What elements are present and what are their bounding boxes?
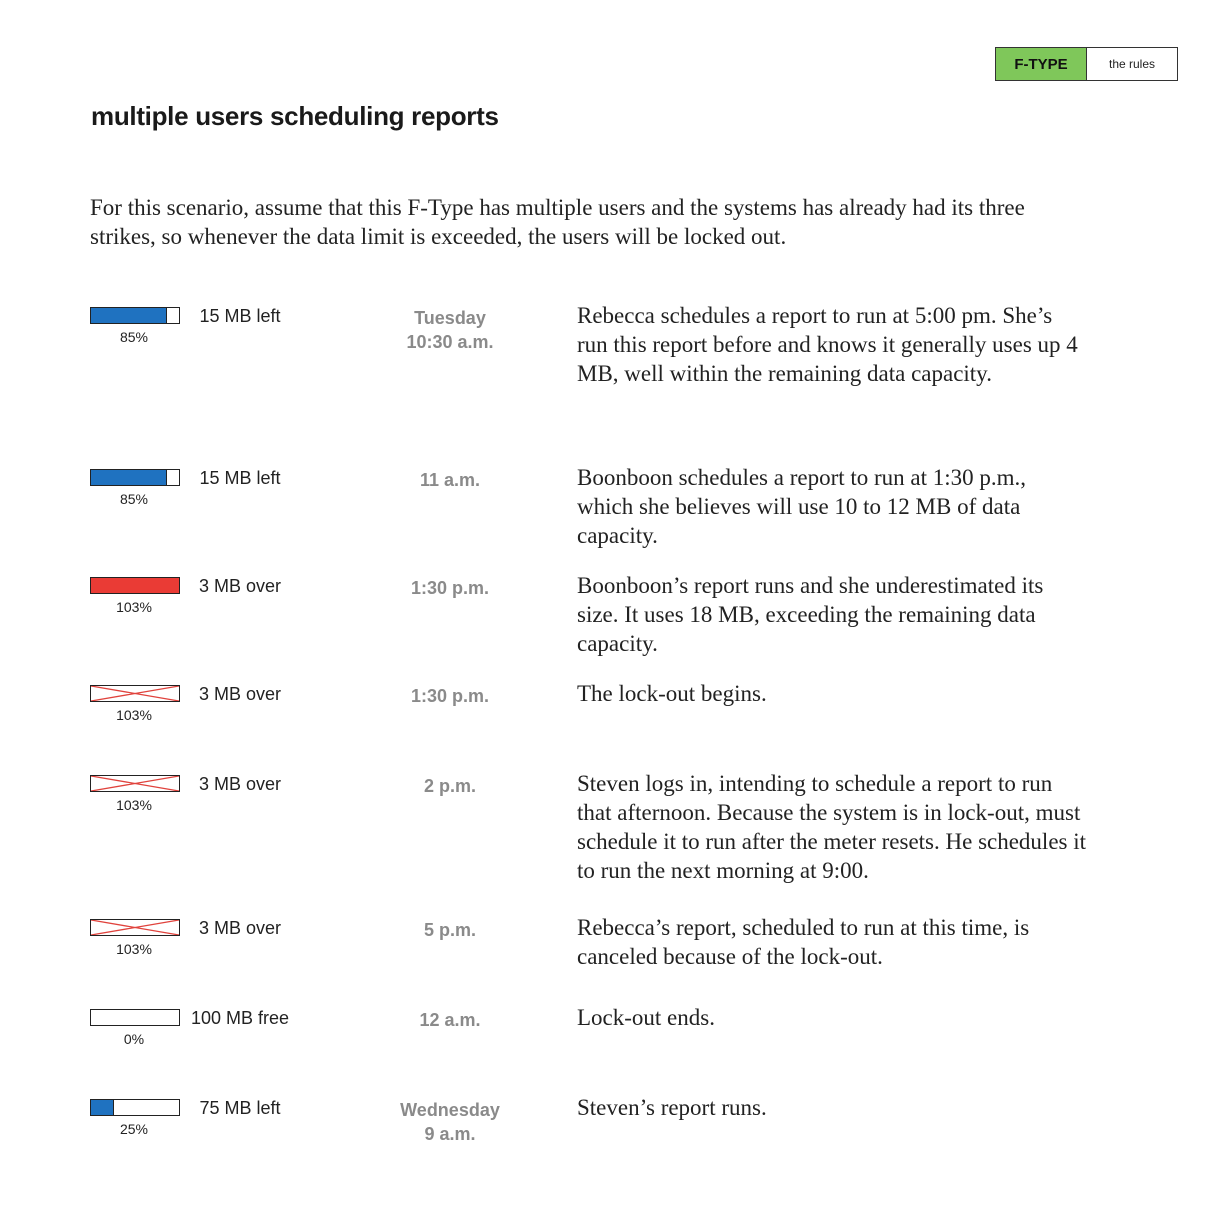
data-meter bbox=[90, 469, 180, 486]
data-amount: 3 MB over bbox=[198, 576, 282, 596]
timestamp bbox=[380, 918, 520, 942]
tab-the-rules[interactable]: the rules bbox=[1087, 48, 1177, 80]
time-line-1: 2 p.m. bbox=[423, 776, 476, 796]
data-meter bbox=[90, 775, 180, 792]
time-line-2: 9 a.m. bbox=[424, 1124, 476, 1144]
time-line-1: Wednesday bbox=[400, 1100, 500, 1120]
data-amount: 3 MB over bbox=[198, 774, 282, 794]
timestamp bbox=[380, 468, 520, 492]
time-line-1: 5 p.m. bbox=[423, 920, 476, 940]
time-line-1: 1:30 p.m. bbox=[410, 686, 490, 706]
data-amount: 15 MB left bbox=[199, 306, 281, 326]
data-meter bbox=[90, 1099, 180, 1116]
time-line-1: 11 a.m. bbox=[419, 470, 481, 490]
timestamp bbox=[380, 576, 520, 600]
time-line-1: Tuesday bbox=[414, 308, 486, 328]
data-meter bbox=[90, 919, 180, 936]
time-line-1: 12 a.m. bbox=[419, 1010, 481, 1030]
step-description: Steven’s report runs. bbox=[577, 1095, 767, 1120]
meter-percent: 85% bbox=[119, 329, 149, 345]
meter-percent: 103% bbox=[116, 599, 152, 615]
lockout-x-icon bbox=[91, 686, 179, 701]
data-amount: 100 MB free bbox=[190, 1008, 290, 1028]
intro-paragraph: For this scenario, assume that this F-Type has multiple users and the systems has already had its three strikes, so whenever the data limit is exceeded, the users will be locked out. bbox=[90, 195, 1025, 249]
data-amount: 3 MB over bbox=[198, 684, 282, 704]
data-amount: 15 MB left bbox=[199, 468, 281, 488]
step-description: Steven logs in, intending to schedule a report to run that afternoon. Because the system is in lock-out, must schedule it to run after the meter resets. He schedules it to run the next morning at 9:00. bbox=[577, 771, 1087, 883]
data-meter bbox=[90, 307, 180, 324]
timestamp bbox=[380, 684, 520, 708]
data-meter bbox=[90, 1009, 180, 1026]
lockout-x-icon bbox=[91, 920, 179, 935]
timestamp bbox=[380, 1008, 520, 1032]
meter-percent: 85% bbox=[119, 491, 149, 507]
page-title: multiple users scheduling reports bbox=[91, 101, 499, 131]
tab-f-type[interactable]: F-TYPE bbox=[996, 48, 1087, 80]
data-amount: 3 MB over bbox=[198, 918, 282, 938]
data-amount: 75 MB left bbox=[199, 1098, 281, 1118]
step-description: Rebecca’s report, scheduled to run at this time, is canceled because of the lock-out. bbox=[577, 915, 1030, 969]
meter-percent: 103% bbox=[116, 941, 152, 957]
time-line-1: 1:30 p.m. bbox=[410, 578, 490, 598]
step-description: Boonboon schedules a report to run at 1:30 p.m., which she believes will use 10 to 12 MB of data capacity. bbox=[577, 465, 1027, 548]
step-description: The lock-out begins. bbox=[577, 681, 767, 706]
time-line-2: 10:30 a.m. bbox=[406, 332, 494, 352]
timestamp bbox=[380, 306, 520, 354]
meter-percent: 0% bbox=[123, 1031, 145, 1047]
meter-fill bbox=[91, 1100, 114, 1115]
step-description: Rebecca schedules a report to run at 5:00 pm. She’s run this report before and knows it generally uses up 4 MB, well within the remaining data capacity. bbox=[577, 303, 1078, 386]
meter-percent: 25% bbox=[119, 1121, 149, 1137]
tab-bar bbox=[995, 47, 1178, 81]
timestamp bbox=[380, 774, 520, 798]
step-description: Boonboon’s report runs and she underestimated its size. It uses 18 MB, exceeding the remaining data capacity. bbox=[577, 573, 1044, 656]
timestamp bbox=[380, 1098, 520, 1146]
meter-percent: 103% bbox=[116, 797, 152, 813]
data-meter bbox=[90, 577, 180, 594]
meter-fill bbox=[91, 470, 167, 485]
data-meter bbox=[90, 685, 180, 702]
meter-fill bbox=[91, 578, 179, 593]
lockout-x-icon bbox=[91, 776, 179, 791]
step-description: Lock-out ends. bbox=[577, 1005, 715, 1030]
meter-percent: 103% bbox=[116, 707, 152, 723]
meter-fill bbox=[91, 308, 167, 323]
